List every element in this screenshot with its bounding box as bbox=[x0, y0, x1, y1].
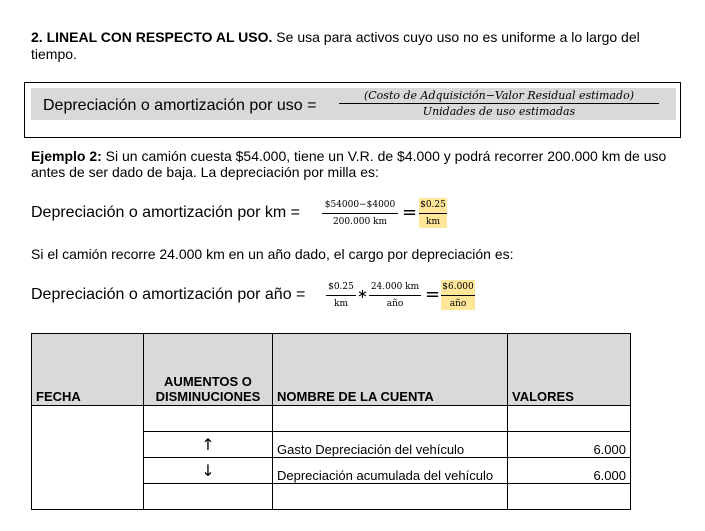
km-result-numerator: $0.25 bbox=[420, 200, 446, 210]
main-formula-box bbox=[24, 82, 681, 138]
fraction-bar bbox=[339, 103, 659, 104]
year-fraction-2-numerator: 24.000 km bbox=[370, 282, 420, 292]
km-equation-label: Depreciación o amortización por km = bbox=[31, 204, 301, 221]
section-title: 2. LINEAL CON RESPECTO AL USO. bbox=[31, 29, 273, 45]
year-fraction-1-denominator: km bbox=[334, 299, 348, 309]
account-cell: Gasto Depreciación del vehículo bbox=[273, 432, 508, 458]
main-formula-fraction bbox=[339, 89, 659, 118]
year-result-numerator: $6.000 bbox=[442, 282, 474, 292]
km-fraction bbox=[322, 199, 398, 228]
year-equation-label: Depreciación o amortización por año = bbox=[31, 286, 306, 303]
fecha-cell bbox=[32, 406, 144, 510]
col-header-fecha: FECHA bbox=[32, 334, 144, 406]
km-statement: Si el camión recorre 24.000 km en un año dado, el cargo por depreciación es: bbox=[31, 246, 514, 262]
value-cell: 6.000 bbox=[508, 432, 631, 458]
main-formula-numerator: (Costo de Adquisición−Valor Residual estimado) bbox=[363, 89, 635, 102]
value-cell: 6.000 bbox=[508, 458, 631, 484]
main-formula-denominator: Unidades de uso estimadas bbox=[422, 105, 576, 118]
main-formula-label: Depreciación o amortización por uso = bbox=[43, 97, 317, 114]
year-result-fraction bbox=[441, 280, 475, 310]
km-result-denominator: km bbox=[426, 217, 440, 227]
example-paragraph bbox=[31, 148, 681, 180]
km-fraction-numerator: $54000−$4000 bbox=[324, 200, 396, 210]
year-equals: = bbox=[425, 284, 441, 305]
col-header-aumentos: AUMENTOS O DISMINUCIONES bbox=[144, 334, 273, 406]
arrow-down-icon: ↓ bbox=[144, 458, 273, 484]
fraction-bar bbox=[441, 295, 475, 296]
section-heading bbox=[31, 29, 671, 63]
km-equals: = bbox=[402, 202, 418, 223]
km-result-fraction bbox=[419, 198, 447, 228]
multiply-operator: ∗ bbox=[357, 287, 368, 302]
col-header-valores: VALORES bbox=[508, 334, 631, 406]
main-formula-band bbox=[31, 88, 676, 120]
value-cell bbox=[508, 484, 631, 510]
example-text: Si un camión cuesta $54.000, tiene un V.R. de $4.000 y podrá recorrer 200.000 km de uso antes de ser dado de baja. La depreciación por milla es: bbox=[31, 148, 667, 180]
section-description: Se usa para activos cuyo uso no es uniforme a lo largo del tiempo. bbox=[31, 29, 640, 62]
year-result-denominator: año bbox=[449, 299, 467, 309]
year-fraction-1-numerator: $0.25 bbox=[328, 282, 354, 292]
fraction-bar bbox=[369, 295, 421, 296]
account-cell: Depreciación acumulada del vehículo bbox=[273, 458, 508, 484]
fraction-bar bbox=[322, 213, 398, 214]
table-header-row bbox=[32, 334, 631, 406]
example-label: Ejemplo 2: bbox=[31, 148, 102, 164]
account-cell bbox=[273, 484, 508, 510]
arrow-cell bbox=[144, 406, 273, 432]
arrow-cell bbox=[144, 484, 273, 510]
col-header-cuenta: NOMBRE DE LA CUENTA bbox=[273, 334, 508, 406]
table-row bbox=[32, 406, 631, 432]
value-cell bbox=[508, 406, 631, 432]
km-fraction-denominator: 200.000 km bbox=[332, 217, 388, 227]
fraction-bar bbox=[326, 295, 356, 296]
account-cell bbox=[273, 406, 508, 432]
arrow-up-icon: ↑ bbox=[144, 432, 273, 458]
year-fraction-2-denominator: año bbox=[386, 299, 404, 309]
year-fraction-1 bbox=[326, 281, 356, 310]
journal-table bbox=[31, 333, 631, 510]
year-fraction-2 bbox=[369, 281, 421, 310]
fraction-bar bbox=[419, 213, 447, 214]
